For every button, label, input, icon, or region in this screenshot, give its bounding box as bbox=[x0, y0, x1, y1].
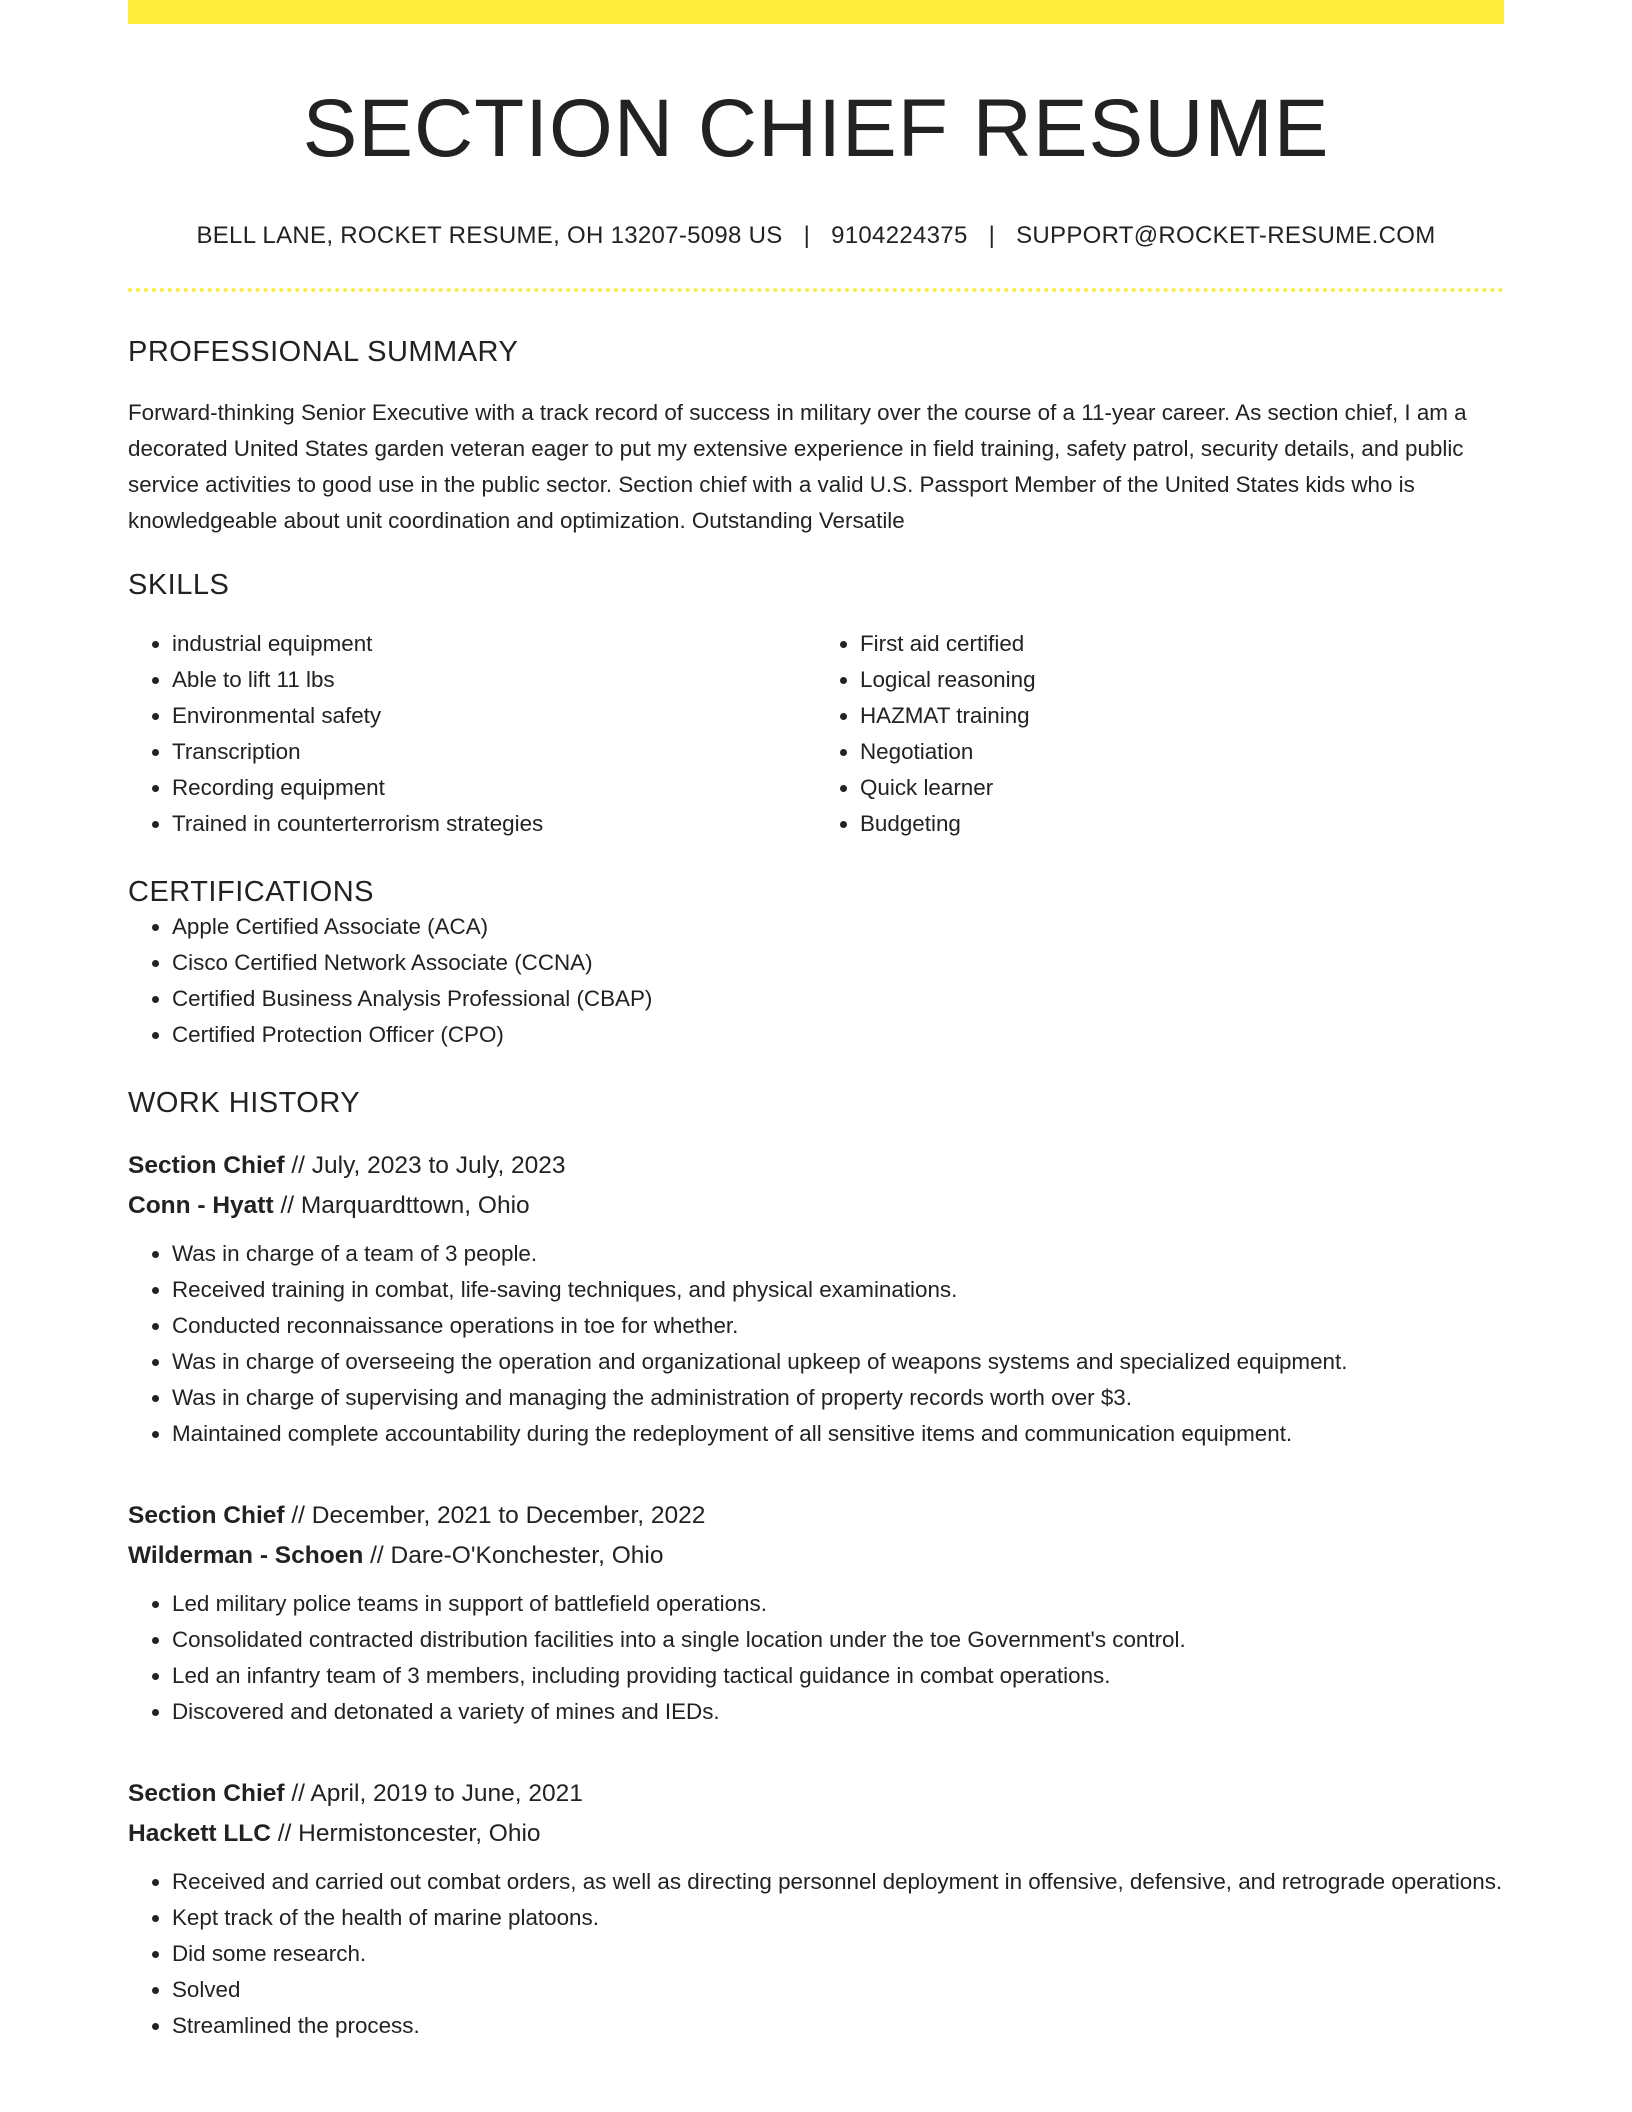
job-duty: • Discovered and detonated a variety of mines and IEDs. bbox=[172, 1694, 1504, 1730]
skill-item: • Logical reasoning bbox=[860, 662, 1504, 698]
job-title-line bbox=[128, 1774, 1504, 1814]
skills-list-right bbox=[816, 626, 1504, 842]
job-title: Section Chief bbox=[128, 1502, 285, 1530]
job-company: Conn - Hyatt bbox=[128, 1192, 274, 1220]
contact-line bbox=[128, 222, 1504, 250]
skill-item: • Able to lift 11 lbs bbox=[172, 662, 816, 698]
job-entry bbox=[128, 1774, 1504, 2044]
job-entry bbox=[128, 1146, 1504, 1452]
job-duty: • Conducted reconnaissance operations in toe for whether. bbox=[172, 1308, 1504, 1344]
skills-grid bbox=[128, 626, 1504, 842]
job-duty: • Was in charge of supervising and managing the administration of property records worth over $3. bbox=[172, 1380, 1504, 1416]
job-dates: // July, 2023 to July, 2023 bbox=[291, 1152, 566, 1180]
job-duties bbox=[128, 1586, 1504, 1730]
job-duty: • Solved bbox=[172, 1972, 1504, 2008]
accent-bar bbox=[128, 0, 1504, 24]
job-title-line bbox=[128, 1146, 1504, 1186]
job-company: Wilderman - Schoen bbox=[128, 1542, 364, 1570]
skills-heading: SKILLS bbox=[128, 569, 230, 602]
job-duty: • Led an infantry team of 3 members, including providing tactical guidance in combat operations. bbox=[172, 1658, 1504, 1694]
job-location: // Marquardttown, Ohio bbox=[280, 1192, 530, 1220]
contact-separator: | bbox=[988, 222, 996, 250]
skill-item: • Recording equipment bbox=[172, 770, 816, 806]
job-duty: • Received training in combat, life-saving techniques, and physical examinations. bbox=[172, 1272, 1504, 1308]
job-title: Section Chief bbox=[128, 1152, 285, 1180]
skill-item: • industrial equipment bbox=[172, 626, 816, 662]
job-company-line bbox=[128, 1814, 1504, 1854]
certification-item: • Certified Protection Officer (CPO) bbox=[172, 1017, 1504, 1053]
job-duty: • Consolidated contracted distribution facilities into a single location under the toe Government's control. bbox=[172, 1622, 1504, 1658]
resume-title: SECTION CHIEF RESUME bbox=[302, 83, 1330, 174]
job-dates: // December, 2021 to December, 2022 bbox=[291, 1502, 706, 1530]
skill-item: • Environmental safety bbox=[172, 698, 816, 734]
job-company-line bbox=[128, 1186, 1504, 1226]
skill-item: • Trained in counterterrorism strategies bbox=[172, 806, 816, 842]
skill-item: • Transcription bbox=[172, 734, 816, 770]
contact-separator: | bbox=[803, 222, 811, 250]
skill-item: • Negotiation bbox=[860, 734, 1504, 770]
job-duty: • Was in charge of overseeing the operation and organizational upkeep of weapons systems and specialized equipment. bbox=[172, 1344, 1504, 1380]
job-entry bbox=[128, 1496, 1504, 1730]
skill-item: • HAZMAT training bbox=[860, 698, 1504, 734]
certifications-heading: CERTIFICATIONS bbox=[128, 876, 374, 909]
job-title: Section Chief bbox=[128, 1780, 285, 1808]
job-dates: // April, 2019 to June, 2021 bbox=[291, 1780, 583, 1808]
certifications-list bbox=[128, 909, 1504, 1053]
skill-item: • Budgeting bbox=[860, 806, 1504, 842]
skills-list-left bbox=[128, 626, 816, 842]
job-duty: • Led military police teams in support of battlefield operations. bbox=[172, 1586, 1504, 1622]
job-title-line bbox=[128, 1496, 1504, 1536]
contact-email: SUPPORT@ROCKET-RESUME.COM bbox=[1016, 222, 1436, 250]
job-duty: • Did some research. bbox=[172, 1936, 1504, 1972]
job-duty: • Maintained complete accountability during the redeployment of all sensitive items and communication equipment. bbox=[172, 1416, 1504, 1452]
certification-item: • Certified Business Analysis Professional (CBAP) bbox=[172, 981, 1504, 1017]
skill-item: • Quick learner bbox=[860, 770, 1504, 806]
job-duty: • Received and carried out combat orders, as well as directing personnel deployment in offensive, defensive, and retrograde operations. bbox=[172, 1864, 1504, 1900]
skill-item: • First aid certified bbox=[860, 626, 1504, 662]
summary-text: Forward-thinking Senior Executive with a track record of success in military over the course of a 11-year career. As section chief, I am a decorated United States garden veteran eager to put my extensive experience in field training, safety patrol, security details, and public service activities to good use in the public sector. Section chief with a valid U.S. Passport Member of the United States kids who is knowledgeable about unit coordination and optimization. Outstanding Versatile bbox=[128, 400, 1467, 534]
summary-heading: PROFESSIONAL SUMMARY bbox=[128, 336, 519, 369]
dotted-divider bbox=[128, 288, 1504, 292]
certification-item: • Apple Certified Associate (ACA) bbox=[172, 909, 1504, 945]
job-duty: • Streamlined the process. bbox=[172, 2008, 1504, 2044]
resume-page bbox=[128, 0, 1504, 2044]
job-duties bbox=[128, 1864, 1504, 2044]
job-duties bbox=[128, 1236, 1504, 1452]
job-duty: • Was in charge of a team of 3 people. bbox=[172, 1236, 1504, 1272]
job-location: // Dare-O'Konchester, Ohio bbox=[370, 1542, 664, 1570]
certification-item: • Cisco Certified Network Associate (CCNA) bbox=[172, 945, 1504, 981]
job-company-line bbox=[128, 1536, 1504, 1576]
job-location: // Hermistoncester, Ohio bbox=[277, 1820, 541, 1848]
contact-phone: 9104224375 bbox=[831, 222, 968, 250]
job-company: Hackett LLC bbox=[128, 1820, 271, 1848]
contact-address: BELL LANE, ROCKET RESUME, OH 13207-5098 US bbox=[196, 222, 783, 250]
job-duty: • Kept track of the health of marine platoons. bbox=[172, 1900, 1504, 1936]
work-history-heading: WORK HISTORY bbox=[128, 1087, 361, 1120]
